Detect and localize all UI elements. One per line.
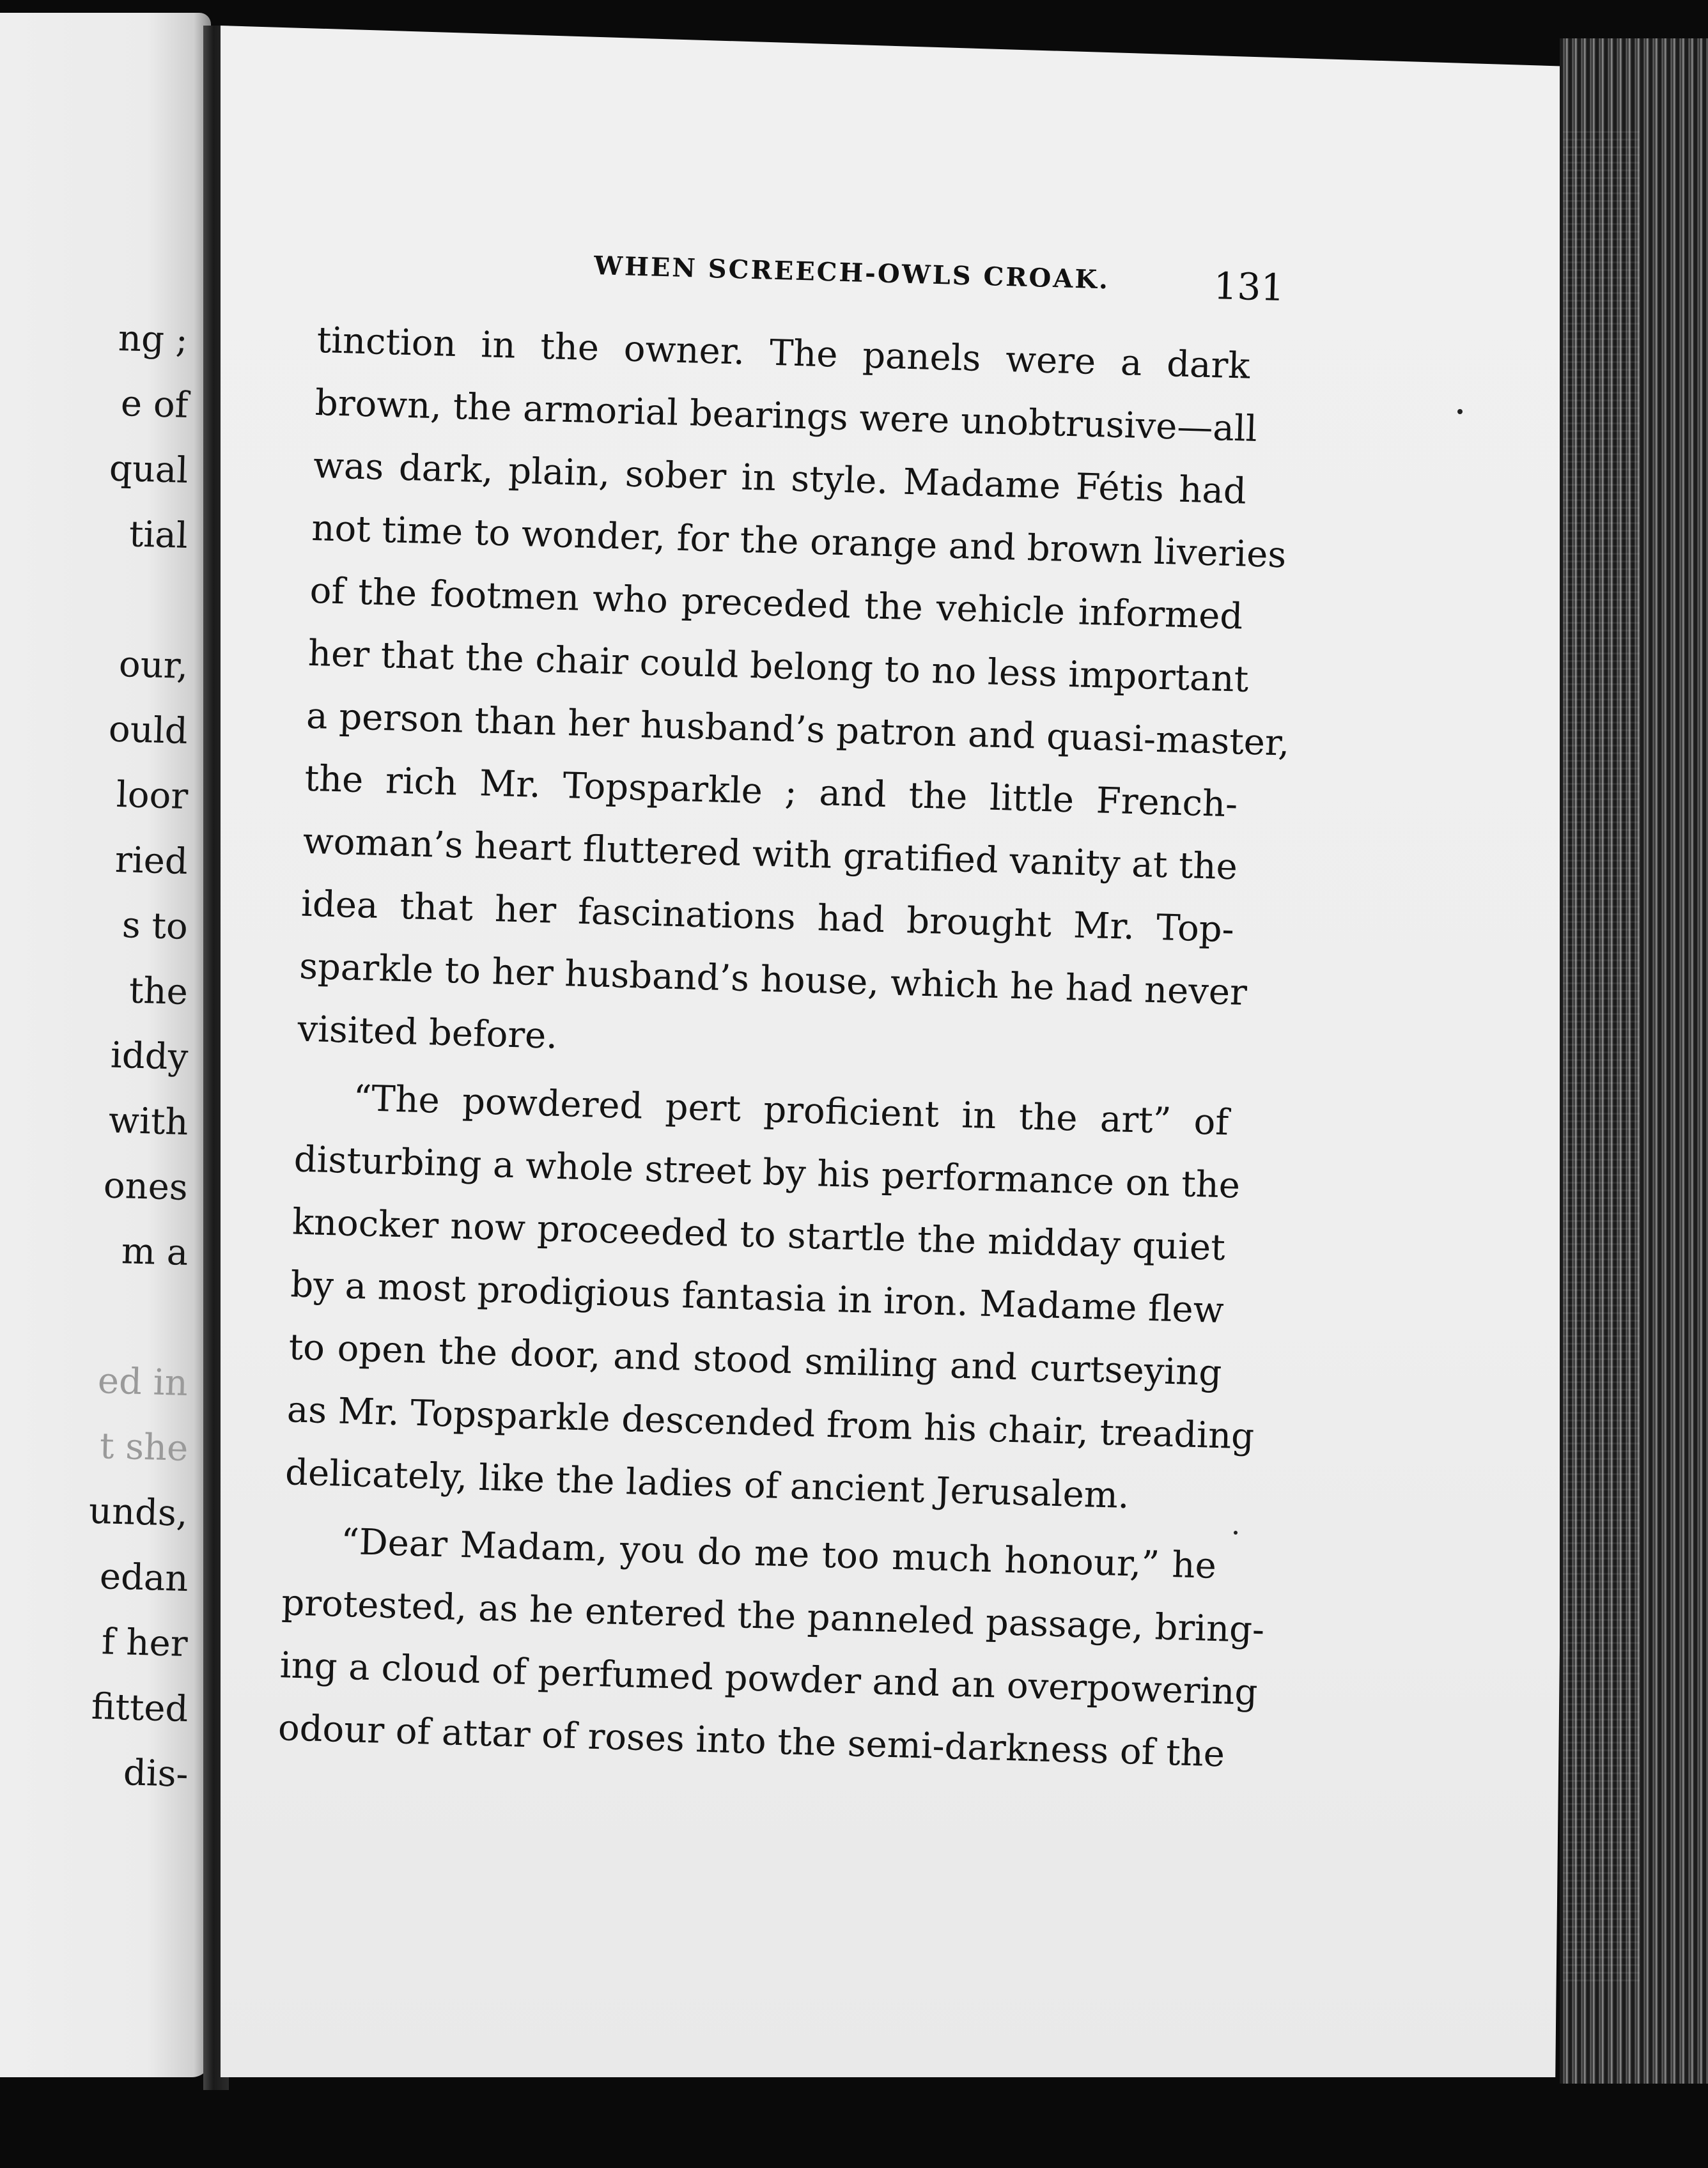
left-page-fragment: our, xyxy=(118,643,189,687)
page-text-block xyxy=(274,243,1291,1905)
body-line: her that the chair could belong to no less important xyxy=(307,632,1250,701)
body-line: odour of attar of roses into the semi-darkness of the xyxy=(277,1707,1225,1776)
left-page-fragment: iddy xyxy=(109,1034,189,1078)
body-line: woman’s heart fluttered with gratified vanity at the xyxy=(302,820,1238,888)
left-page-fragment: f her xyxy=(101,1621,189,1665)
left-page-fragment: s to xyxy=(121,904,189,948)
body-line: knocker now proceeded to startle the midday quiet xyxy=(291,1201,1226,1269)
left-facing-page xyxy=(0,13,211,2077)
body-line: sparkle to her husband’s house, which he had never xyxy=(299,945,1248,1014)
body-line: brown, the armorial bearings were unobtrusive—all xyxy=(314,382,1258,451)
left-page-fragment: ried xyxy=(114,839,189,883)
left-page-fragment: dis- xyxy=(122,1752,189,1795)
left-page-fragment: ng ; xyxy=(118,317,189,361)
body-line: protested, as he entered the panneled passage, bring- xyxy=(281,1582,1265,1652)
body-line: not time to wonder, for the orange and brown liveries xyxy=(311,507,1287,577)
body-line: of the footmen who preceded the vehicle informed xyxy=(309,569,1244,638)
left-page-fragment: tial xyxy=(128,513,189,557)
left-page-fragment: e of xyxy=(120,383,189,426)
page-number: 131 xyxy=(1213,264,1285,310)
body-line: tinction in the owner. The panels were a dark xyxy=(316,319,1251,387)
left-page-fragment: fitted xyxy=(90,1685,189,1730)
body-line: visited before. xyxy=(297,1008,559,1057)
body-line: the rich Mr. Topsparkle ; and the little French- xyxy=(304,757,1238,826)
body-line: idea that her fascinations had brought Mr. Top- xyxy=(300,883,1235,951)
left-page-fragment: ed in xyxy=(97,1360,189,1404)
body-line: as Mr. Topsparkle descended from his chair, treading xyxy=(286,1389,1255,1458)
body-line: by a most prodigious fantasia in iron. Madame flew xyxy=(290,1264,1225,1332)
left-page-fragment: unds, xyxy=(88,1490,189,1535)
left-page-fragment: with xyxy=(107,1099,189,1143)
body-line: a person than her husband’s patron and quasi-master, xyxy=(306,695,1291,764)
left-page-fragment: the xyxy=(128,970,189,1013)
body-line: disturbing a whole street by his performance on the xyxy=(293,1138,1241,1207)
left-page-fragment: t she xyxy=(98,1425,189,1469)
left-page-fragment: loor xyxy=(116,773,189,817)
body-line: delicately, like the ladies of ancient Jerusalem. xyxy=(284,1452,1130,1517)
left-page-fragment: qual xyxy=(108,447,189,492)
body-line: to open the door, and stood smiling and curtseying xyxy=(288,1326,1223,1395)
body-line: was dark, plain, sober in style. Madame Fétis had xyxy=(313,444,1247,513)
ink-speck xyxy=(1457,409,1463,414)
page-edges-highlight xyxy=(1563,128,1640,1981)
left-page-fragment: ones xyxy=(103,1165,189,1209)
body-line: ing a cloud of perfumed powder and an overpowering xyxy=(279,1645,1259,1714)
left-page-fragment: ould xyxy=(108,708,189,752)
left-page-fragment: edan xyxy=(98,1556,189,1600)
body-line: “Dear Madam, you do me too much honour,” he xyxy=(340,1521,1217,1587)
running-head: WHEN SCREECH-OWLS CROAK. xyxy=(593,251,1110,295)
body-line: “The powdered pert proficient in the art” of xyxy=(352,1078,1230,1144)
left-page-fragment: m a xyxy=(120,1230,189,1274)
